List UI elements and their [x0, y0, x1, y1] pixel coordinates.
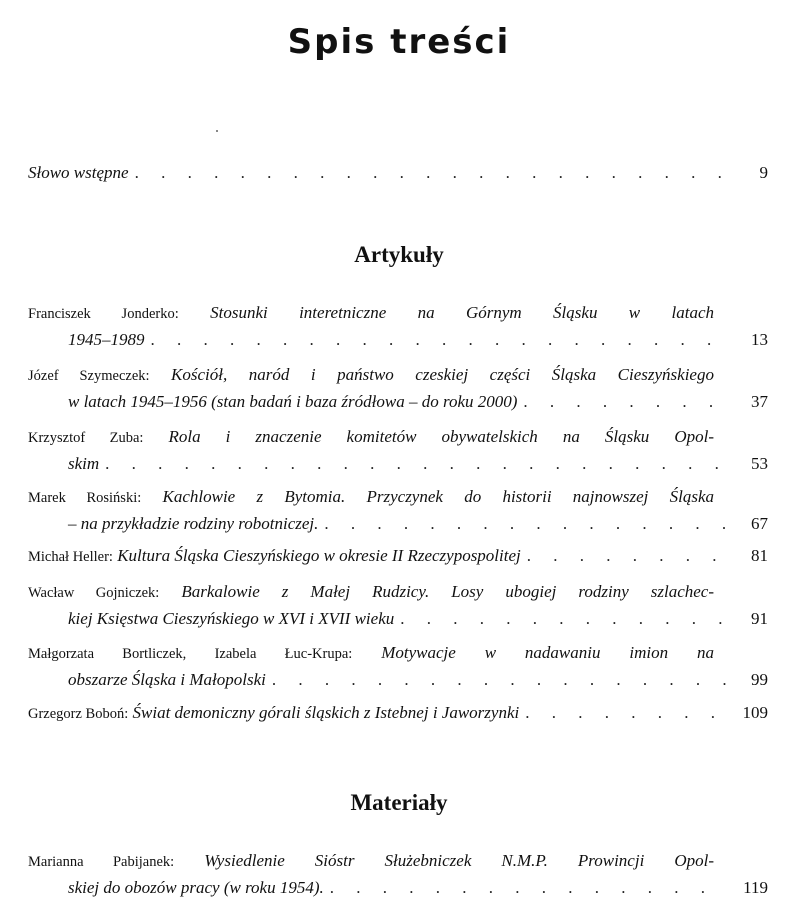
entry-title: Stosunki interetniczne na Górnym Śląsku w latach: [210, 303, 715, 322]
leader-dots: [523, 389, 728, 414]
section-heading-articles: Artykuły: [354, 242, 444, 267]
entry-title-cont: skiej do obozów pracy (w roku 1954).: [68, 878, 324, 897]
leader-dots: [272, 667, 728, 692]
entry-author: Józef Szymeczek:: [28, 368, 150, 384]
entry-title-cont: 1945–1989: [68, 330, 145, 349]
leader-dots: [135, 160, 728, 185]
page-number: 53: [751, 454, 768, 473]
entry-author: Marianna Pabijanek:: [28, 854, 175, 870]
toc-entry-intro[interactable]: [28, 160, 768, 185]
leader-dots: [400, 606, 728, 631]
entry-author: Marek Rosiński:: [28, 490, 142, 506]
toc-entry-article[interactable]: [28, 700, 768, 727]
page-title: Spis treści: [287, 22, 511, 62]
toc-entry-article[interactable]: [28, 362, 768, 414]
entry-title: Kultura Śląska Cieszyńskiego w okresie II Rzeczypospolitej: [117, 546, 521, 565]
leader-dots: [105, 451, 728, 476]
entry-title-cont: kiej Księstwa Cieszyńskiego w XVI i XVII wieku: [68, 609, 395, 628]
leader-dots: [330, 875, 728, 900]
entry-title-cont: – na przykładzie rodziny robotniczej.: [68, 514, 319, 533]
page-number: 9: [759, 163, 768, 182]
page-number: 99: [751, 670, 768, 689]
page-number: 119: [743, 878, 768, 897]
page-number: 67: [751, 514, 768, 533]
toc-entry-material[interactable]: [28, 848, 768, 900]
entry-author: Franciszek Jonderko:: [28, 306, 179, 322]
page-number: 91: [751, 609, 768, 628]
toc-entry-article[interactable]: [28, 640, 768, 692]
page-number: 109: [742, 703, 768, 722]
entry-title: Świat demoniczny górali śląskich z Istebnej i Jaworzynki: [132, 703, 520, 722]
entry-title: Motywacje w nadawaniu imion na: [381, 643, 714, 662]
entry-title: Wysiedlenie Sióstr Służebniczek N.M.P. Prowincji Opol-: [204, 851, 714, 870]
entry-title: Rola i znaczenie komitetów obywatelskich na Śląsku Opol-: [168, 427, 714, 446]
entry-title: Słowo wstępne: [28, 163, 129, 182]
toc-entry-article[interactable]: [28, 424, 768, 476]
page-number: 81: [751, 546, 768, 565]
entry-title-cont: w latach 1945–1956 (stan badań i baza źródłowa – do roku 2000): [68, 392, 518, 411]
entry-title-cont: skim: [68, 454, 100, 473]
entry-author: Grzegorz Boboń:: [28, 706, 129, 722]
entry-author: Małgorzata Bortliczek, Izabela Łuc-Krupa:: [28, 646, 353, 662]
toc-entry-article[interactable]: [28, 543, 768, 570]
leader-dots: [527, 543, 728, 568]
leader-dots: [151, 327, 729, 352]
entry-author: Krzysztof Zuba:: [28, 430, 144, 446]
toc-entry-article[interactable]: [28, 300, 768, 352]
entry-title: Kachlowie z Bytomia. Przyczynek do historii najnowszej Śląska: [162, 487, 715, 506]
section-heading-materials: Materiały: [350, 790, 448, 815]
page-number: 13: [751, 330, 768, 349]
entry-title: Kościół, naród i państwo czeskiej części Śląska Cieszyńskiego: [171, 365, 714, 384]
scan-speck: [216, 130, 218, 132]
leader-dots: [525, 700, 728, 725]
entry-author: Michał Heller:: [28, 549, 113, 565]
toc-entry-article[interactable]: [28, 484, 768, 536]
entry-title: Barkalowie z Małej Rudzicy. Losy ubogiej rodziny szlachec-: [181, 582, 715, 601]
leader-dots: [324, 511, 728, 536]
toc-entry-article[interactable]: [28, 579, 768, 631]
page-number: 37: [751, 392, 768, 411]
entry-author: Wacław Gojniczek:: [28, 585, 160, 601]
entry-title-cont: obszarze Śląska i Małopolski: [68, 670, 266, 689]
